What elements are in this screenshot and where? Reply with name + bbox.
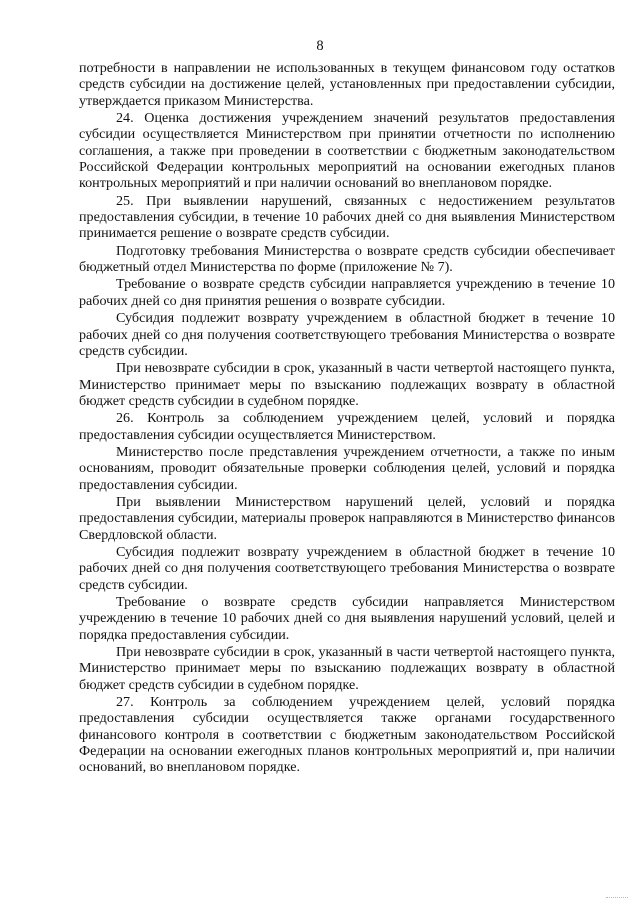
paragraph: Подготовку требования Министерства о возврате средств субсидии обеспечивает бюджетный отдел Министерства по форме (приложение № 7). [79, 242, 615, 276]
page-number: 8 [316, 38, 324, 54]
paragraph-item-24: 24. Оценка достижения учреждением значений результатов предоставления субсидии осуществляется Министерством при принятии отчетности по исполнению соглашения, а также при проведении в соответствии с бюджетным законодательством Российской Федерации контрольных мероприятий на основании ежегодных планов контрольных мероприятий и при наличии оснований во внеплановом порядке. [79, 110, 615, 192]
paragraph: При выявлении Министерством нарушений целей, условий и порядка предоставления субсидии, материалы проверок направляются в Министерство финансов Свердловской области. [79, 493, 615, 543]
paragraph: Требование о возврате средств субсидии направляется учреждению в течение 10 рабочих дней со дня принятия решения о возврате субсидии. [79, 276, 615, 309]
paragraph: Требование о возврате средств субсидии направляется Министерством учреждению в течение 10 рабочих дней со дня выявления нарушений условий, целей и порядка предоставления субсидии. [79, 594, 615, 643]
paragraph-item-27: 27. Контроль за соблюдением учреждением целей, условий порядка предоставления субсидии осуществляется также органами государственного финансового контроля в соответствии с бюджетным законодательством Российской Федерации на основании ежегодных планов контрольных мероприятий и, при наличии оснований, во внеплановом порядке. [79, 694, 615, 776]
paragraph-item-26: 26. Контроль за соблюдением учреждением целей, условий и порядка предоставления субсидии осуществляется Министерством. [79, 410, 615, 443]
paragraph: Министерство после представления учреждением отчетности, а также по иным основаниям, проводит обязательные проверки соблюдения целей, условий и порядка предоставления субсидии. [79, 443, 615, 493]
paragraph: Субсидия подлежит возврату учреждением в областной бюджет в течение 10 рабочих дней со дня получения соответствующего требования Министерства о возврате средств субсидии. [79, 543, 615, 593]
paragraph-item-25: 25. При выявлении нарушений, связанных с недостижением результатов предоставления субсидии, в течение 10 рабочих дней со дня выявления Министерством принимается решение о возврате средств субсидии. [79, 192, 615, 242]
document-body [79, 60, 615, 777]
paragraph: При невозврате субсидии в срок, указанный в части четвертой настоящего пункта, Министерство принимает меры по взысканию подлежащих возврату в областной бюджет средств субсидии в судебном порядке. [79, 644, 615, 693]
paragraph: Субсидия подлежит возврату учреждением в областной бюджет в течение 10 рабочих дней со дня получения соответствующего требования Министерства о возврате средств субсидии. [79, 310, 615, 359]
scan-artifact [606, 897, 628, 899]
paragraph-continuation: потребности в направлении не использованных в текущем финансовом году остатков средств субсидии на достижение целей, установленных при предоставлении субсидии, утверждается приказом Министерства. [79, 60, 615, 109]
paragraph: При невозврате субсидии в срок, указанный в части четвертой настоящего пункта, Министерство принимает меры по взысканию подлежащих возврату в областной бюджет средств субсидии в судебном порядке. [79, 360, 615, 409]
